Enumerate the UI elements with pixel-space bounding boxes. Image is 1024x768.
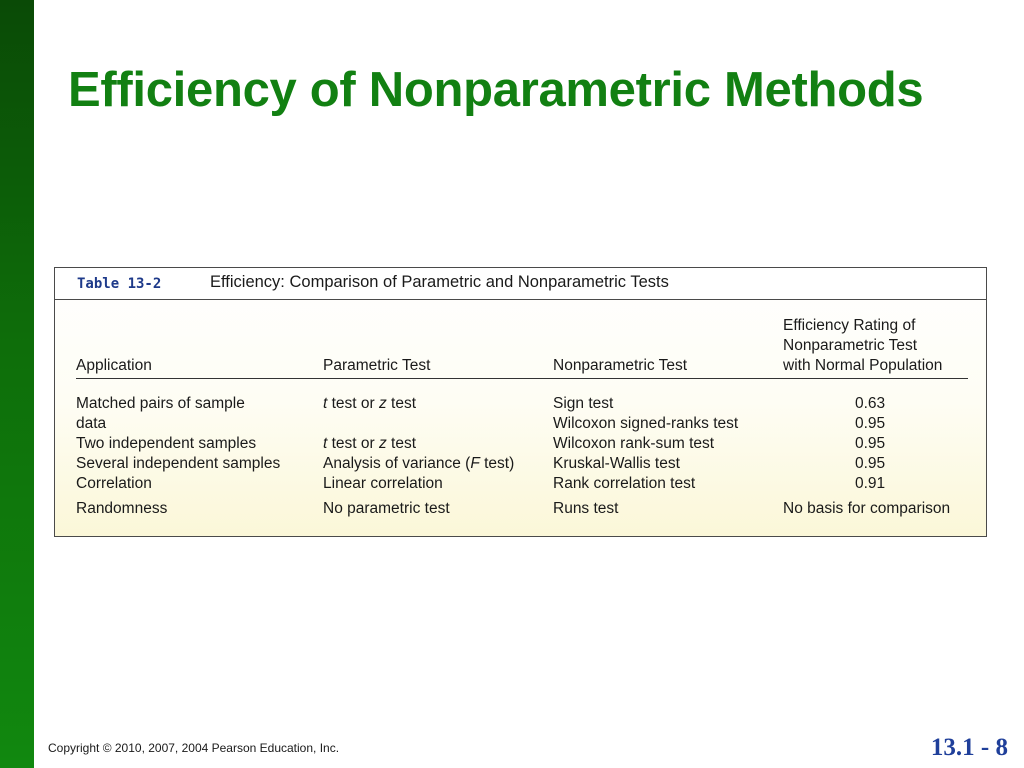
row-parametric: t test or z test	[323, 395, 417, 412]
page-number: 13.1 - 8	[930, 734, 1008, 761]
header-parametric: Parametric Test	[323, 357, 431, 374]
row-parametric: Analysis of variance (F test)	[323, 455, 515, 472]
row-efficiency: 0.95	[855, 435, 886, 452]
row-efficiency: No basis for comparison	[783, 500, 951, 517]
row-nonparametric: Runs test	[553, 500, 619, 517]
header-efficiency-line2: Nonparametric Test	[783, 337, 918, 354]
header-efficiency-line3: with Normal Population	[783, 357, 943, 374]
row-application: Randomness	[76, 500, 168, 517]
efficiency-table	[54, 267, 987, 537]
header-application: Application	[76, 357, 152, 374]
row-nonparametric: Kruskal-Wallis test	[553, 455, 680, 472]
row-application: Two independent samples	[76, 435, 257, 452]
table-label: Table 13-2	[77, 276, 162, 292]
row-application: Matched pairs of sample	[76, 395, 245, 412]
row-application: Correlation	[76, 475, 152, 492]
row-parametric: t test or z test	[323, 435, 417, 452]
row-efficiency: 0.95	[855, 455, 886, 472]
row-application: data	[76, 415, 107, 432]
row-nonparametric: Wilcoxon rank-sum test	[553, 435, 715, 452]
header-efficiency-line1: Efficiency Rating of	[783, 317, 916, 334]
table-caption-bar	[55, 268, 986, 300]
row-parametric: No parametric test	[323, 500, 450, 517]
slide-title: Efficiency of Nonparametric Methods	[68, 63, 924, 117]
row-nonparametric: Wilcoxon signed-ranks test	[553, 415, 739, 432]
row-nonparametric: Rank correlation test	[553, 475, 696, 492]
table-caption: Efficiency: Comparison of Parametric and Nonparametric Tests	[210, 273, 669, 291]
header-rule	[76, 378, 968, 379]
row-parametric: Linear correlation	[323, 475, 443, 492]
header-nonparametric: Nonparametric Test	[553, 357, 688, 374]
row-application: Several independent samples	[76, 455, 281, 472]
row-efficiency: 0.91	[855, 475, 886, 492]
row-efficiency: 0.95	[855, 415, 886, 432]
copyright-notice: Copyright © 2010, 2007, 2004 Pearson Education, Inc.	[48, 741, 340, 755]
row-efficiency: 0.63	[855, 395, 886, 412]
side-accent-bar	[0, 0, 34, 768]
row-nonparametric: Sign test	[553, 395, 614, 412]
